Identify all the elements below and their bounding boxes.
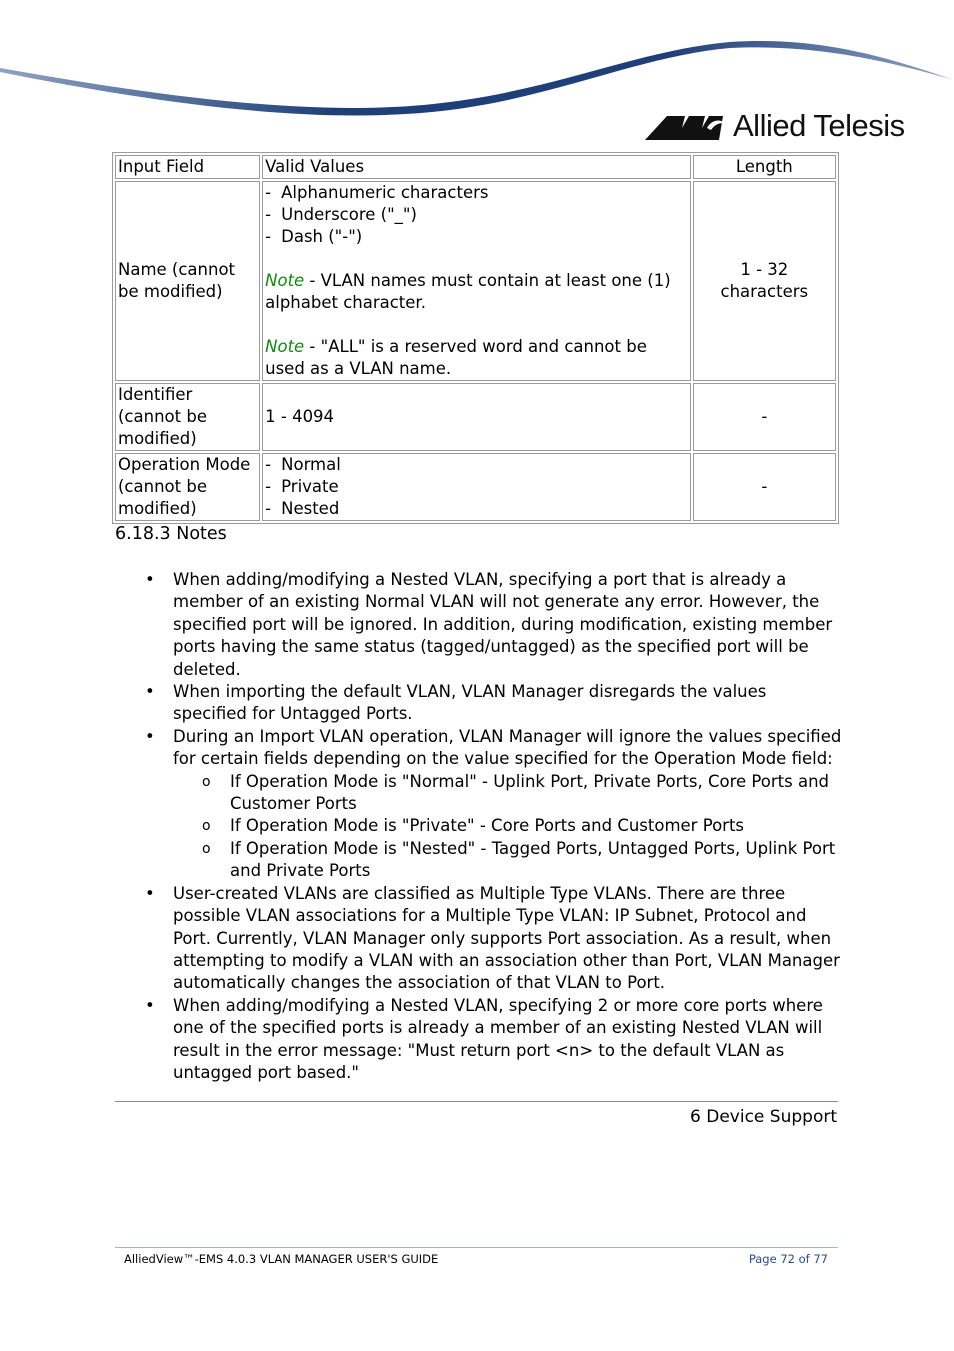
page-number: Page 72 of 77 <box>748 1252 828 1266</box>
table-header-row <box>115 155 836 179</box>
page-footer-divider <box>115 1247 838 1248</box>
table-row <box>115 453 836 521</box>
vlan-name-note: Note - VLAN names must contain at least one (1) alphabet character. <box>265 271 671 312</box>
chapter-footer: 6 Device Support <box>690 1107 837 1127</box>
row-valid-values: 1 - 4094 <box>262 383 690 451</box>
row-length: - <box>693 383 836 451</box>
sub-list-item: o If Operation Mode is "Normal" - Uplink Port, Private Ports, Core Ports and Customer Ports <box>230 771 843 816</box>
table-row <box>115 181 836 381</box>
header-length: Length <box>693 155 836 179</box>
row-length: - <box>693 453 836 521</box>
notes-list <box>173 569 843 1084</box>
section-divider <box>115 1101 838 1102</box>
row-valid-values <box>262 453 690 521</box>
row-field-name: Identifier (cannot be modified) <box>115 383 260 451</box>
list-item: • User-created VLANs are classified as Multiple Type VLANs. There are three possible VLAN associations for a Multiple Type VLAN: IP Subnet, Protocol and Port. Currently, VLAN Manager only supports Port association. As a result, when attempting to modify a VLAN with an association other than Port, VLAN Manager automatically changes the association of that VLAN to Port. <box>173 883 843 995</box>
value-list-item: - Normal <box>265 455 341 474</box>
section-heading: 6.18.3 Notes <box>115 524 227 544</box>
table-row <box>115 383 836 451</box>
list-item: • When importing the default VLAN, VLAN Manager disregards the values specified for Untagged Ports. <box>173 681 843 726</box>
list-item: • When adding/modifying a Nested VLAN, specifying 2 or more core ports where one of the specified ports is already a member of an existing Nested VLAN will result in the error message: "Must return port <n> to the default VLAN as untagged port based." <box>173 995 843 1085</box>
reserved-word-note: Note - "ALL" is a reserved word and cannot be used as a VLAN name. <box>265 337 647 378</box>
document-title: AlliedView™-EMS 4.0.3 VLAN MANAGER USER'S GUIDE <box>124 1252 439 1266</box>
value-list-item: - Dash ("-") <box>265 227 363 246</box>
value-list-item: - Alphanumeric characters <box>265 183 489 202</box>
header-input-field: Input Field <box>115 155 260 179</box>
sub-list-item: o If Operation Mode is "Private" - Core Ports and Customer Ports <box>230 815 843 837</box>
header-valid-values: Valid Values <box>262 155 690 179</box>
operation-mode-sublist <box>173 771 843 883</box>
allied-telesis-logo-text: Allied Telesis <box>733 108 905 143</box>
row-length: 1 - 32 characters <box>693 181 836 381</box>
value-list-item: - Nested <box>265 499 340 518</box>
value-list-item: - Private <box>265 477 339 496</box>
list-item: • When adding/modifying a Nested VLAN, specifying a port that is already a member of an existing Normal VLAN will not generate any error. However, the specified port will be ignored. In addition, during modification, existing member ports having the same status (tagged/untagged) as the specified port will be deleted. <box>173 569 843 681</box>
input-field-table <box>112 152 839 524</box>
value-list-item: - Underscore ("_") <box>265 205 417 224</box>
list-item: • During an Import VLAN operation, VLAN Manager will ignore the values specified for certain fields depending on the value specified for the Operation Mode field: o If Operation Mode is "Normal" - Uplink Port, Private Ports, Core Ports and Customer Ports o If Operation Mode is "Private" - Core Ports and Customer Ports o If Operation Mode is "Nested" - Tagged Ports, Untagged Ports, Uplink Port and Private Ports <box>173 726 843 883</box>
header-swoosh-graphic <box>0 30 954 120</box>
row-field-name: Operation Mode (cannot be modified) <box>115 453 260 521</box>
sub-list-item: o If Operation Mode is "Nested" - Tagged Ports, Untagged Ports, Uplink Port and Private Ports <box>230 838 843 883</box>
row-valid-values <box>262 181 690 381</box>
row-field-name: Name (cannot be modified) <box>115 181 260 381</box>
